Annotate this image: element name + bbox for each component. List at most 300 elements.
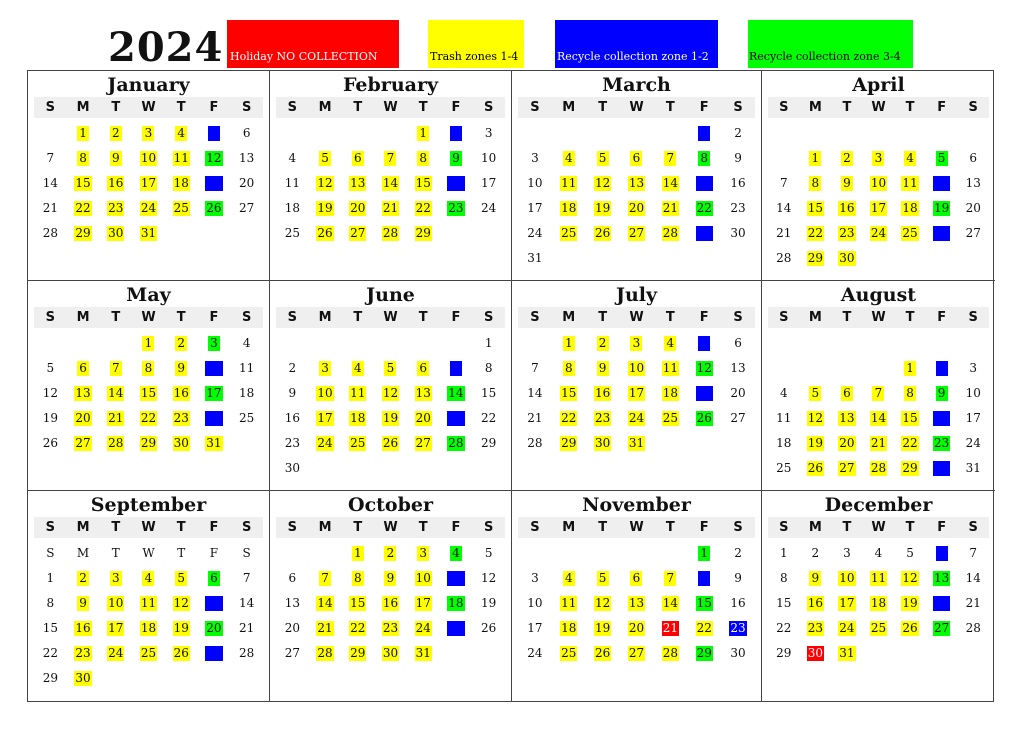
day-cell [721, 596, 755, 611]
day-cell [99, 646, 132, 661]
day-number: 1 [698, 126, 710, 141]
weekday-label: T [176, 520, 186, 535]
day-cell [687, 151, 721, 166]
day-cell [926, 461, 958, 476]
day-cell [407, 337, 440, 351]
day-cell [586, 596, 620, 611]
day-number: 11 [140, 596, 157, 610]
day-cell [67, 436, 100, 451]
day-cell [687, 226, 721, 241]
day-cell [440, 227, 473, 241]
day-cell [894, 127, 926, 141]
day-number: 8 [77, 151, 89, 166]
weekday-label: T [842, 310, 852, 325]
day-cell [341, 646, 374, 661]
day-number: 17 [206, 386, 222, 400]
month-name: April [852, 74, 905, 96]
day-number: 23 [284, 436, 300, 450]
day-cell [926, 337, 958, 351]
day-cell [276, 201, 309, 216]
day-number: 28 [965, 621, 981, 635]
weekday-label: S [287, 100, 298, 115]
day-cell [863, 411, 895, 426]
day-number: 11 [173, 151, 189, 165]
day-cell [472, 411, 505, 426]
weekday-label: S [45, 520, 56, 535]
day-number: 23 [173, 411, 189, 425]
week-row [768, 566, 989, 591]
weeks [768, 541, 989, 666]
week-row [34, 591, 263, 616]
day-cell [341, 621, 374, 636]
day-number: 12 [807, 411, 823, 425]
day-number: 2 [450, 126, 462, 141]
day-cell [800, 461, 832, 476]
month-name: June [366, 284, 415, 306]
day-cell [800, 362, 832, 376]
day-cell [800, 646, 832, 661]
day-cell [957, 386, 989, 401]
day-number: 28 [317, 646, 333, 660]
day-number: 9 [597, 361, 609, 376]
day-number: 2 [734, 546, 742, 560]
day-number: 16 [594, 386, 611, 400]
day-number: 2 [77, 571, 89, 586]
day-cell [230, 151, 263, 166]
day-number: 20 [730, 386, 746, 400]
day-cell [67, 126, 100, 141]
day-cell [831, 621, 863, 636]
day-cell [926, 127, 958, 141]
day-cell [198, 151, 231, 166]
day-cell [800, 151, 832, 166]
month-may [28, 281, 270, 491]
day-cell [67, 671, 100, 686]
day-number: 15 [75, 176, 91, 190]
day-number: 27 [628, 226, 645, 240]
day-cell [620, 646, 654, 661]
day-number: 22 [481, 411, 497, 425]
day-number: 10 [415, 571, 431, 585]
day-number: 3 [319, 361, 331, 376]
day-number: 21 [776, 226, 792, 240]
day-number: 3 [531, 151, 539, 165]
day-number: 2 [841, 151, 853, 166]
day-cell [407, 436, 440, 451]
day-number: 9 [809, 571, 821, 586]
day-number: 7 [872, 386, 884, 401]
day-number: 10 [108, 596, 124, 610]
day-cell [276, 127, 309, 141]
day-number: 6 [77, 361, 89, 376]
day-number: 22 [807, 226, 823, 240]
weeks [276, 331, 505, 481]
day-cell [620, 361, 654, 376]
day-cell [99, 411, 132, 426]
day-number: 21 [239, 621, 255, 635]
weekday-label: T [842, 100, 852, 115]
day-cell [926, 201, 958, 216]
day-cell [440, 462, 473, 476]
day-cell [831, 386, 863, 401]
day-cell [552, 436, 586, 451]
day-cell [132, 546, 165, 561]
day-cell [341, 596, 374, 611]
day-cell [620, 127, 654, 141]
day-cell [374, 462, 407, 476]
day-cell [99, 546, 132, 561]
day-cell [800, 571, 832, 586]
day-cell [653, 201, 687, 216]
month-august [762, 281, 995, 491]
day-cell [768, 127, 800, 141]
day-number: 21 [108, 411, 124, 425]
day-cell [800, 201, 832, 216]
weeks [34, 331, 263, 456]
day-cell [863, 571, 895, 586]
day-number: 3 [142, 126, 154, 141]
weekday-label: T [353, 520, 363, 535]
day-number: 17 [628, 386, 645, 400]
weekday-label: S [733, 310, 743, 325]
day-number: 31 [839, 646, 855, 660]
day-number: 16 [382, 596, 399, 610]
day-cell [653, 252, 687, 266]
legend-trash [428, 20, 524, 68]
day-number: 11 [776, 411, 792, 425]
day-cell [863, 647, 895, 661]
day-cell [165, 336, 198, 351]
day-number: 1 [904, 361, 916, 376]
day-cell [552, 151, 586, 166]
day-cell [831, 596, 863, 611]
day-cell [653, 411, 687, 426]
day-number: 15 [776, 596, 792, 610]
day-cell [309, 337, 342, 351]
day-cell [768, 362, 800, 376]
day-number: 9 [77, 596, 89, 611]
day-cell [230, 437, 263, 451]
day-cell [341, 361, 374, 376]
week-row [276, 171, 505, 196]
legend-holiday-label: Holiday NO COLLECTION [230, 50, 378, 63]
day-cell [552, 621, 586, 636]
day-number: 1 [417, 126, 429, 141]
day-cell [374, 411, 407, 426]
day-cell [620, 621, 654, 636]
day-cell [472, 227, 505, 241]
day-number: 21 [527, 411, 543, 425]
weekday-label: T [176, 100, 186, 115]
day-cell [309, 226, 342, 241]
day-number: 29 [807, 251, 823, 265]
legend-holiday [227, 20, 399, 68]
day-number: 10 [870, 176, 887, 190]
day-number: 21 [317, 621, 333, 635]
weekday-label: S [483, 520, 494, 535]
weekday-label: S [968, 310, 978, 325]
day-cell [440, 411, 473, 426]
day-cell [440, 647, 473, 661]
day-cell [957, 411, 989, 426]
day-cell [863, 226, 895, 241]
day-cell [653, 437, 687, 451]
day-number: 17 [839, 596, 855, 610]
day-number: 19 [594, 621, 611, 635]
day-number: 31 [206, 436, 222, 450]
day-number: 3 [531, 571, 539, 585]
day-number: 14 [448, 386, 464, 400]
day-number: 14 [317, 596, 333, 610]
day-number: 10 [628, 361, 645, 375]
weekday-label: S [779, 100, 789, 115]
day-cell [165, 596, 198, 611]
week-row [34, 221, 263, 246]
day-number: 18 [350, 411, 366, 425]
day-cell [653, 336, 687, 351]
day-number: 18 [173, 176, 189, 190]
day-number: 20 [628, 201, 645, 215]
day-cell [800, 436, 832, 451]
day-number: 14 [42, 176, 58, 190]
weekday-label: F [451, 520, 461, 535]
day-number: 20 [75, 411, 91, 425]
day-cell [230, 571, 263, 586]
week-row [518, 431, 755, 456]
day-cell [132, 361, 165, 376]
day-number: 18 [140, 621, 157, 635]
day-number: 20 [839, 436, 855, 450]
day-cell [341, 151, 374, 166]
day-number: 30 [173, 436, 189, 450]
day-cell [276, 226, 309, 241]
day-number: 19 [173, 621, 189, 635]
day-number: 18 [902, 201, 918, 215]
day-cell [768, 386, 800, 401]
day-number: 26 [807, 461, 823, 475]
day-cell [863, 461, 895, 476]
day-number: 29 [75, 226, 91, 240]
day-number: 2 [384, 546, 396, 561]
legend-recycle-zone-1-2-label: Recycle collection zone 1-2 [557, 50, 709, 63]
day-cell [620, 547, 654, 561]
day-number: 18 [776, 436, 792, 450]
day-cell [165, 386, 198, 401]
day-cell [831, 151, 863, 166]
day-cell [34, 337, 67, 351]
day-number: 4 [352, 361, 364, 376]
day-number: 4 [142, 571, 154, 586]
day-number: M [76, 546, 90, 560]
week-row [768, 331, 989, 356]
day-cell [768, 226, 800, 241]
day-cell [894, 176, 926, 191]
week-row [518, 566, 755, 591]
month-name: November [582, 494, 691, 516]
day-number: 16 [448, 176, 464, 190]
day-cell [721, 201, 755, 216]
day-cell [957, 151, 989, 166]
day-cell [957, 361, 989, 376]
day-cell [67, 361, 100, 376]
day-cell [687, 546, 721, 561]
day-cell [99, 386, 132, 401]
day-number: 20 [239, 176, 255, 190]
day-cell [620, 176, 654, 191]
day-cell [472, 176, 505, 191]
day-number: 10 [527, 596, 543, 610]
day-number: 9 [175, 361, 187, 376]
day-number: 22 [902, 436, 918, 450]
day-cell [472, 546, 505, 561]
weekday-label: S [483, 100, 494, 115]
day-cell [230, 646, 263, 661]
day-cell [957, 127, 989, 141]
day-cell [800, 127, 832, 141]
day-cell [721, 226, 755, 241]
day-cell [768, 571, 800, 586]
day-cell [800, 386, 832, 401]
day-cell [800, 621, 832, 636]
day-cell [586, 252, 620, 266]
day-cell [863, 127, 895, 141]
week-row [768, 431, 989, 456]
day-number: 3 [969, 361, 978, 375]
day-number: 11 [239, 361, 255, 375]
day-number: 24 [415, 621, 431, 635]
day-number: 29 [696, 646, 712, 660]
day-cell [800, 546, 832, 561]
day-number: 29 [776, 646, 792, 660]
day-cell [34, 546, 67, 561]
week-row [34, 616, 263, 641]
weekday-label: T [665, 310, 675, 325]
day-cell [132, 411, 165, 426]
day-cell [440, 436, 473, 451]
day-cell [620, 151, 654, 166]
day-number: 18 [870, 596, 887, 610]
day-cell [165, 176, 198, 191]
day-cell [620, 226, 654, 241]
day-cell [165, 227, 198, 241]
day-cell [768, 251, 800, 266]
day-number: 2 [597, 336, 609, 351]
day-cell [341, 201, 374, 216]
day-number: 1 [142, 336, 154, 351]
day-cell [687, 201, 721, 216]
weekday-header [768, 97, 989, 118]
day-cell [863, 337, 895, 351]
day-cell [276, 596, 309, 611]
day-cell [67, 151, 100, 166]
day-cell [768, 337, 800, 351]
day-cell [34, 127, 67, 141]
day-cell [309, 151, 342, 166]
day-cell [198, 571, 231, 586]
day-number: 30 [807, 646, 823, 660]
day-cell [831, 436, 863, 451]
weekday-label: W [871, 310, 886, 325]
day-cell [34, 201, 67, 216]
day-number: 30 [594, 436, 611, 450]
day-cell [518, 176, 552, 191]
day-cell [198, 361, 231, 376]
day-number: 16 [730, 176, 746, 190]
weekday-label: T [598, 310, 608, 325]
week-row [34, 171, 263, 196]
weekday-label: F [937, 520, 947, 535]
day-number: 1 [779, 546, 788, 560]
day-number: 25 [140, 646, 157, 660]
day-cell [926, 151, 958, 166]
day-cell [198, 227, 231, 241]
day-number: 29 [350, 646, 366, 660]
day-number: 8 [46, 596, 55, 610]
day-cell [374, 127, 407, 141]
day-number: 12 [594, 596, 611, 610]
day-number: 11 [350, 386, 366, 400]
day-cell [309, 547, 342, 561]
week-row [518, 541, 755, 566]
month-july [512, 281, 762, 491]
day-number: 20 [965, 201, 981, 215]
day-cell [132, 672, 165, 686]
day-number: 14 [662, 596, 678, 610]
day-number: 6 [841, 386, 853, 401]
day-cell [653, 361, 687, 376]
day-number: 24 [870, 226, 887, 240]
day-cell [620, 386, 654, 401]
day-cell [440, 176, 473, 191]
day-cell [957, 337, 989, 351]
day-cell [230, 336, 263, 351]
day-number: 6 [352, 151, 364, 166]
day-cell [198, 436, 231, 451]
weekday-label: W [629, 310, 644, 325]
day-cell [768, 461, 800, 476]
day-cell [863, 362, 895, 376]
day-number: 18 [284, 201, 300, 215]
day-number: 25 [561, 226, 577, 240]
week-row [34, 146, 263, 171]
weekday-label: T [111, 100, 121, 115]
day-number: 30 [730, 646, 746, 660]
day-number: 28 [448, 436, 464, 450]
day-number: 14 [239, 596, 255, 610]
day-cell [99, 596, 132, 611]
day-cell [894, 647, 926, 661]
day-number: 6 [969, 151, 978, 165]
day-number: 24 [108, 646, 124, 660]
day-number: 29 [42, 671, 58, 685]
day-cell [198, 411, 231, 426]
day-number: 31 [965, 461, 981, 475]
day-number: 9 [734, 571, 742, 585]
day-cell [407, 226, 440, 241]
day-cell [440, 361, 473, 376]
day-number: 15 [415, 176, 431, 190]
day-number: 17 [108, 621, 124, 635]
day-cell [957, 436, 989, 451]
day-cell [620, 596, 654, 611]
day-number: 25 [870, 621, 887, 635]
day-cell [230, 386, 263, 401]
month-name: October [348, 494, 433, 516]
day-cell [721, 176, 755, 191]
month-june [270, 281, 512, 491]
day-cell [552, 596, 586, 611]
day-number: 4 [874, 546, 883, 560]
